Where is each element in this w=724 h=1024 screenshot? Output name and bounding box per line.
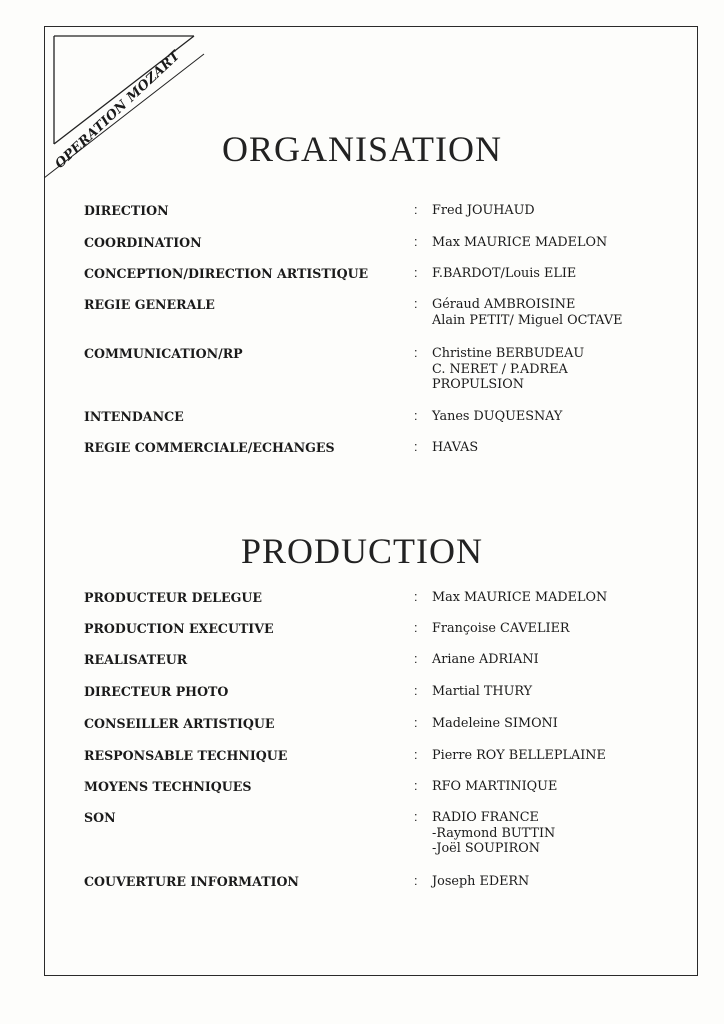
organisation-row xyxy=(84,235,644,251)
credit-name: C. NERET / P.ADREA xyxy=(432,361,568,377)
credit-name: HAVAS xyxy=(432,440,479,455)
credit-name: RADIO FRANCE xyxy=(432,810,539,825)
separator-colon: : xyxy=(414,779,418,793)
production-title: PRODUCTION xyxy=(240,531,483,571)
role-label: RESPONSABLE TECHNIQUE xyxy=(84,748,288,763)
organisation-row xyxy=(84,297,644,328)
role-label: DIRECTEUR PHOTO xyxy=(84,684,229,699)
credit-name: PROPULSION xyxy=(432,377,524,392)
credit-names xyxy=(432,590,644,606)
separator-colon: : xyxy=(414,203,418,217)
organisation-row xyxy=(84,266,644,282)
credit-name: Géraud AMBROISINE xyxy=(432,297,576,312)
credit-name: -Raymond BUTTIN xyxy=(432,825,556,841)
credit-name: Alain PETIT/ Miguel OCTAVE xyxy=(432,312,623,328)
organisation-row xyxy=(84,409,644,425)
credit-name: Françoise CAVELIER xyxy=(432,621,570,636)
credit-name: Madeleine SIMONI xyxy=(432,716,558,731)
role-label: PRODUCTEUR DELEGUE xyxy=(84,590,262,605)
credit-name: Max MAURICE MADELON xyxy=(432,590,608,605)
separator-colon: : xyxy=(414,235,418,249)
role-label: COMMUNICATION/RP xyxy=(84,346,243,361)
production-row xyxy=(84,810,644,857)
credit-names xyxy=(432,779,644,795)
credit-names xyxy=(432,716,644,732)
credit-names xyxy=(432,621,644,637)
production-row xyxy=(84,779,644,795)
credit-name: RFO MARTINIQUE xyxy=(432,779,558,794)
separator-colon: : xyxy=(414,590,418,604)
role-label: COORDINATION xyxy=(84,235,202,250)
role-label: REALISATEUR xyxy=(84,652,188,667)
separator-colon: : xyxy=(414,297,418,311)
corner-label: OPERATION MOZART xyxy=(52,48,184,172)
separator-colon: : xyxy=(414,409,418,423)
role-label: COUVERTURE INFORMATION xyxy=(84,874,299,889)
production-row xyxy=(84,621,644,637)
credit-name: Joseph EDERN xyxy=(432,874,530,889)
credit-name: Ariane ADRIANI xyxy=(432,652,539,667)
separator-colon: : xyxy=(414,346,418,360)
credit-names xyxy=(432,874,644,890)
production-row xyxy=(84,590,644,606)
organisation-row xyxy=(84,440,644,456)
role-label: CONSEILLER ARTISTIQUE xyxy=(84,716,275,731)
credit-names xyxy=(432,203,644,219)
separator-colon: : xyxy=(414,621,418,635)
credit-names xyxy=(432,297,644,328)
production-row xyxy=(84,652,644,668)
separator-colon: : xyxy=(414,874,418,888)
credit-names xyxy=(432,266,644,282)
role-label: PRODUCTION EXECUTIVE xyxy=(84,621,274,636)
credit-names xyxy=(432,748,644,764)
credit-names xyxy=(432,684,644,700)
role-label: DIRECTION xyxy=(84,203,169,218)
production-row xyxy=(84,748,644,764)
role-label: REGIE COMMERCIALE/ECHANGES xyxy=(84,440,335,455)
role-label: CONCEPTION/DIRECTION ARTISTIQUE xyxy=(84,266,369,281)
role-label: MOYENS TECHNIQUES xyxy=(84,779,252,794)
separator-colon: : xyxy=(414,440,418,454)
credit-name: F.BARDOT/Louis ELIE xyxy=(432,266,577,281)
production-row xyxy=(84,874,644,890)
separator-colon: : xyxy=(414,716,418,730)
role-label: SON xyxy=(84,810,116,825)
credit-name: Max MAURICE MADELON xyxy=(432,235,608,250)
credit-names xyxy=(432,409,644,425)
role-label: REGIE GENERALE xyxy=(84,297,215,312)
credit-name: Christine BERBUDEAU xyxy=(432,346,585,361)
production-row xyxy=(84,684,644,700)
production-row xyxy=(84,716,644,732)
credit-names xyxy=(432,652,644,668)
organisation-title: ORGANISATION xyxy=(222,129,502,169)
credit-name: Martial THURY xyxy=(432,684,533,699)
separator-colon: : xyxy=(414,810,418,824)
separator-colon: : xyxy=(414,684,418,698)
credit-names xyxy=(432,440,644,456)
organisation-row xyxy=(84,203,644,219)
credit-names xyxy=(432,810,644,857)
separator-colon: : xyxy=(414,266,418,280)
credit-name: -Joël SOUPIRON xyxy=(432,841,540,856)
credit-name: Yanes DUQUESNAY xyxy=(432,409,563,424)
organisation-row xyxy=(84,346,644,393)
credit-name: Fred JOUHAUD xyxy=(432,203,535,218)
credit-name: Pierre ROY BELLEPLAINE xyxy=(432,748,606,763)
credit-names xyxy=(432,235,644,251)
credit-names xyxy=(432,346,644,393)
role-label: INTENDANCE xyxy=(84,409,184,424)
separator-colon: : xyxy=(414,652,418,666)
separator-colon: : xyxy=(414,748,418,762)
